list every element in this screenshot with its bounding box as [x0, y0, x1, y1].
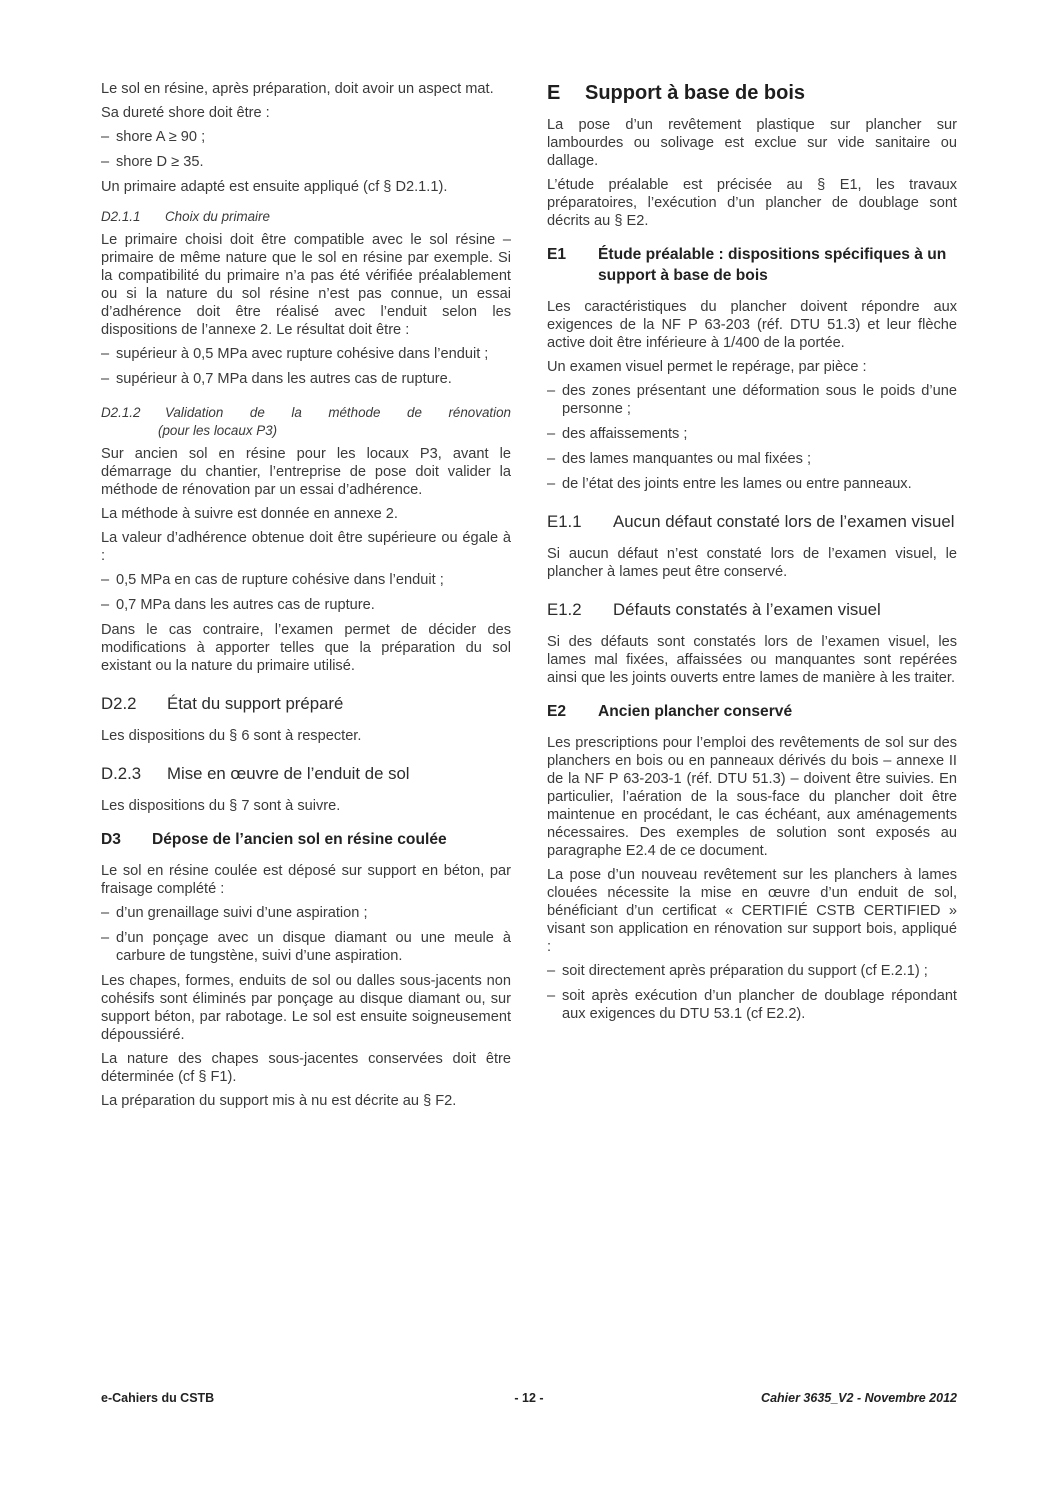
paragraph: Si aucun défaut n’est constaté lors de l’examen visuel, le plancher à lames peut être conservé. — [547, 546, 957, 580]
section-number: E1.2 — [547, 600, 582, 619]
paragraph: Le primaire choisi doit être compatible avec le sol résine – primaire de même nature que le sol en résine par exemple. Si la compatibilité du primaire n’a pas été vérifiée préalablement ou si la nature du sol résine n’est pas connue, un essai d’adhérence doit être réalisé avec l’enduit selon les dispositions de l’annexe 2. Le résultat doit être : — [101, 232, 511, 338]
footer-publication: e-Cahiers du CSTB — [101, 1391, 215, 1405]
paragraph: Le sol en résine, après préparation, doit avoir un aspect mat. — [101, 81, 494, 97]
paragraph: La valeur d’adhérence obtenue doit être supérieure ou égale à : — [101, 530, 511, 564]
list-item: – shore A ≥ 90 ; — [101, 128, 511, 146]
bullet-list — [101, 345, 511, 388]
bullet-list — [101, 571, 511, 614]
section-heading-d212-cont — [101, 422, 511, 440]
left-column — [101, 80, 511, 1116]
list-item: – des zones présentant une déformation sous le poids d’une personne ; — [547, 382, 957, 418]
list-item: – 0,7 MPa dans les autres cas de rupture. — [101, 596, 511, 614]
section-number: E1.1 — [547, 512, 582, 531]
paragraph: Sa dureté shore doit être : — [101, 105, 270, 121]
list-item: – supérieur à 0,7 MPa dans les autres cas de rupture. — [101, 370, 511, 388]
chapter-heading-e — [547, 80, 957, 106]
section-title: Aucun défaut constaté lors de l’examen visuel — [613, 512, 955, 531]
list-item: – soit après exécution d’un plancher de doublage répondant aux exigences du DTU 53.1 (cf E2.2). — [547, 987, 957, 1023]
section-heading-d212 — [101, 404, 511, 422]
paragraph: Les caractéristiques du plancher doivent répondre aux exigences de la NF P 63-203 (réf. DTU 51.3) et leur flèche active doit être inférieure à 1/400 de la portée. — [547, 299, 957, 351]
section-heading-d3 — [101, 829, 511, 850]
paragraph: La nature des chapes sous-jacentes conservées doit être déterminée (cf § F1). — [101, 1051, 511, 1085]
list-item: – de l’état des joints entre les lames ou entre panneaux. — [547, 475, 957, 493]
paragraph: La préparation du support mis à nu est décrite au § F2. — [101, 1093, 457, 1109]
paragraph: Les dispositions du § 7 sont à suivre. — [101, 798, 341, 814]
paragraph: La pose d’un nouveau revêtement sur les planchers à lames clouées nécessite la mise en œuvre d’un enduit de sol, bénéficiant d’un certificat « CERTIFIÉ CSTB CERTIFIED » visant son application en rénovation sur support bois, appliqué : — [547, 867, 957, 955]
section-title: Ancien plancher conservé — [598, 703, 793, 720]
paragraph: Sur ancien sol en résine pour les locaux P3, avant le démarrage du chantier, l’entreprise de pose doit valider la méthode de rénovation par un essai d’adhérence. — [101, 446, 511, 498]
list-item: – soit directement après préparation du support (cf E.2.1) ; — [547, 962, 957, 980]
section-title: État du support préparé — [167, 694, 344, 713]
paragraph: La méthode à suivre est donnée en annexe 2. — [101, 506, 398, 522]
section-number: E1 — [547, 246, 567, 263]
paragraph: Les prescriptions pour l’emploi des revêtements de sol sur des planchers en bois ou en panneaux dérivés du bois – annexe II de la NF P 63-203-1 (réf. DTU 51.3) – doivent être suivies. En particulier, l’aération de la sous-face du plancher doit être maintenue en procédant, le cas échéant, aux aménagements nécessaires. Des exemples de solution sont exposés au paragraphe E2.4 de ce document. — [547, 735, 957, 859]
section-title: Dépose de l’ancien sol en résine coulée — [152, 831, 447, 848]
section-number: D.2.3 — [101, 764, 142, 783]
section-number: E2 — [547, 703, 567, 720]
paragraph: La pose d’un revêtement plastique sur plancher sur lambourdes ou solivage est exclue sur vide sanitaire ou dallage. — [547, 117, 957, 169]
section-heading-e11 — [547, 511, 957, 533]
list-item: – d’un grenaillage suivi d’une aspiration ; — [101, 904, 511, 922]
section-title: Défauts constatés à l’examen visuel — [613, 600, 881, 619]
paragraph: Le sol en résine coulée est déposé sur support en béton, par fraisage complété : — [101, 863, 511, 897]
list-item: – 0,5 MPa en cas de rupture cohésive dans l’enduit ; — [101, 571, 511, 589]
bullet-list — [101, 904, 511, 965]
section-number: D2.2 — [101, 694, 137, 713]
section-heading-d211 — [101, 208, 511, 226]
paragraph: Un examen visuel permet le repérage, par pièce : — [547, 359, 867, 375]
list-item: – shore D ≥ 35. — [101, 153, 511, 171]
paragraph: Dans le cas contraire, l’examen permet de décider des modifications à apporter telles que la préparation du sol existant ou la nature du primaire utilisé. — [101, 622, 511, 674]
section-number: D3 — [101, 831, 121, 848]
paragraph: Un primaire adapté est ensuite appliqué (cf § D2.1.1). — [101, 179, 448, 195]
list-item: – supérieur à 0,5 MPa avec rupture cohésive dans l’enduit ; — [101, 345, 511, 363]
section-heading-d23 — [101, 763, 511, 785]
section-heading-e1 — [547, 244, 957, 286]
list-item: – des lames manquantes ou mal fixées ; — [547, 450, 957, 468]
paragraph: Si des défauts sont constatés lors de l’examen visuel, les lames mal fixées, affaissées ou manquantes sont repérées ainsi que les joints ouverts entre lames de manière à les traiter. — [547, 634, 957, 686]
right-column — [547, 80, 957, 1030]
section-heading-d22 — [101, 693, 511, 715]
footer-document-ref: Cahier 3635_V2 - Novembre 2012 — [761, 1391, 957, 1405]
paragraph: L’étude préalable est précisée au § E1, les travaux préparatoires, l’exécution d’un plancher de doublage sont décrits au § E2. — [547, 177, 957, 229]
section-number: D2.1.2 — [101, 405, 141, 420]
section-title-continued: (pour les locaux P3) — [158, 423, 278, 438]
paragraph: Les dispositions du § 6 sont à respecter. — [101, 728, 362, 744]
bullet-list — [101, 128, 511, 171]
list-item: – d’un ponçage avec un disque diamant ou une meule à carbure de tungstène, suivi d’une aspiration. — [101, 929, 511, 965]
section-number: D2.1.1 — [101, 209, 141, 224]
footer-page-number: - 12 - — [514, 1391, 544, 1405]
section-title: Choix du primaire — [165, 209, 270, 224]
bullet-list — [547, 382, 957, 493]
bullet-list — [547, 962, 957, 1023]
section-heading-e12 — [547, 599, 957, 621]
section-title: Validation de la méthode de rénovation — [165, 405, 511, 420]
section-title: Support à base de bois — [585, 82, 806, 104]
section-title: Mise en œuvre de l’enduit de sol — [167, 764, 410, 783]
section-title: Étude préalable : dispositions spécifiques à un support à base de bois — [598, 246, 947, 284]
section-heading-e2 — [547, 701, 957, 722]
list-item: – des affaissements ; — [547, 425, 957, 443]
paragraph: Les chapes, formes, enduits de sol ou dalles sous-jacents non cohésifs sont éliminés par ponçage au disque diamant ou, sur support béton, par rabotage. Le sol est ensuite soigneusement dépoussiéré. — [101, 973, 511, 1043]
section-number: E — [547, 82, 561, 104]
